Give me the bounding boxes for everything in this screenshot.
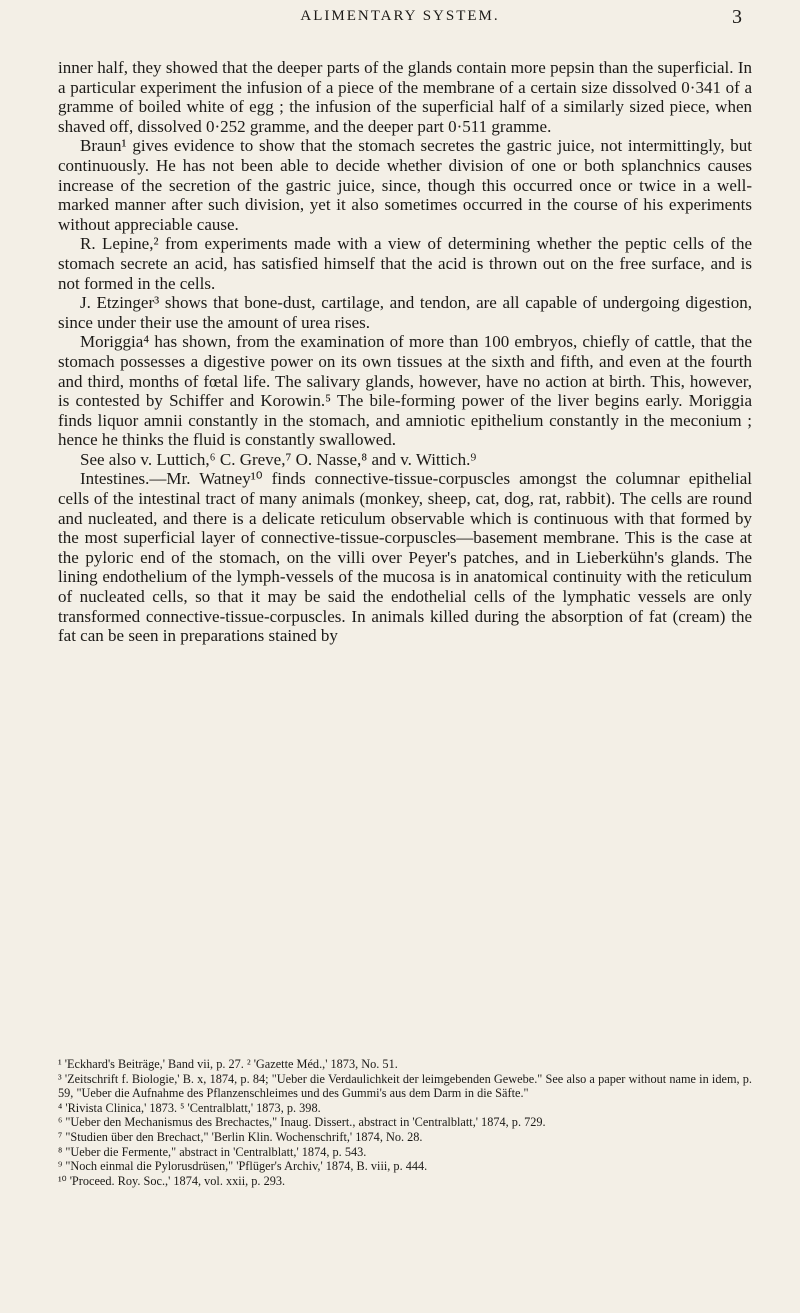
page-number: 3 <box>732 6 742 28</box>
running-head <box>58 6 742 36</box>
paragraph: Braun¹ gives evidence to show that the stomach secretes the gastric juice, not intermittingly, but continuously. He has not been able to decide whether division of one or both splanchnics causes increase of the secretion of the gastric juice, since, though this occurred once or twice in a well-marked manner after such division, yet it also sometimes occurred in the course of his experiments without appreciable cause. <box>58 136 752 234</box>
paragraph: inner half, they showed that the deeper parts of the glands contain more pepsin than the superficial. In a particular experiment the infusion of a piece of the membrane of a certain size dissolved 0·341 of a gramme of boiled white of egg ; the infusion of the superficial half of a similarly sized piece, when shaved off, dissolved 0·252 gramme, and the deeper part 0·511 gramme. <box>58 58 752 136</box>
footnote: ³ 'Zeitschrift f. Biologie,' B. x, 1874, p. 84; "Ueber die Verdaulichkeit der leimgebenden Gewebe." See also a paper without name in idem, p. 59, "Ueber die Aufnahme des Pflanzenschleimes und des Gummi's aus dem Darm in die Säfte." <box>58 1071 752 1101</box>
paragraph: Moriggia⁴ has shown, from the examination of more than 100 embryos, chiefly of cattle, that the stomach possesses a digestive power on its own tissues at the sixth and fifth, and even at the fourth and third, months of fœtal life. The salivary glands, however, have no action at birth. This, however, is contested by Schiffer and Korowin.⁵ The bile-forming power of the liver begins early. Moriggia finds liquor amnii constantly in the stomach, and amniotic epithelium constantly in the meconium ; hence he thinks the fluid is constantly swallowed. <box>58 332 752 450</box>
footnote: ⁶ "Ueber den Mechanismus des Brechactes," Inaug. Dissert., abstract in 'Centralblatt,' 1874, p. 729. <box>58 1115 546 1130</box>
main-text <box>58 58 752 646</box>
running-title: ALIMENTARY SYSTEM. <box>300 8 500 24</box>
footnote: ¹⁰ 'Proceed. Roy. Soc.,' 1874, vol. xxii, p. 293. <box>58 1173 286 1188</box>
footnote: ⁸ "Ueber die Fermente," abstract in 'Centralblatt,' 1874, p. 543. <box>58 1144 367 1159</box>
footnote: ⁹ "Noch einmal die Pylorusdrüsen," 'Pflüger's Archiv,' 1874, B. viii, p. 444. <box>58 1159 428 1174</box>
footnote: ¹ 'Eckhard's Beiträge,' Band vii, p. 27. ² 'Gazette Méd.,' 1873, No. 51. <box>58 1057 398 1071</box>
footnote: ⁷ "Studien über den Brechact," 'Berlin Klin. Wochenschrift,' 1874, No. 28. <box>58 1129 423 1144</box>
paragraph: Intestines.—Mr. Watney¹⁰ finds connective-tissue-corpuscles amongst the columnar epithelial cells of the intestinal tract of many animals (monkey, sheep, cat, dog, rat, rabbit). The cells are round and nucleated, and there is a delicate reticulum observable which is continuous with that formed by the most superficial layer of connective-tissue-corpuscles—basement membrane. This is the case at the pyloric end of the stomach, on the villi over Peyer's patches, and in Lieberkühn's glands. The lining endothelium of the lymph-vessels of the mucosa is in anatomical continuity with the reticulum of nucleated cells, so that it may be said the endothelial cells of the lymphatic vessels are only transformed connective-tissue-corpuscles. In animals killed during the absorption of fat (cream) the fat can be seen in preparations stained by <box>58 469 752 646</box>
paragraph: J. Etzinger³ shows that bone-dust, cartilage, and tendon, are all capable of undergoing digestion, since under their use the amount of urea rises. <box>58 293 752 332</box>
footnote: ⁴ 'Rivista Clinica,' 1873. ⁵ 'Centralblatt,' 1873, p. 398. <box>58 1100 321 1115</box>
paragraph: See also v. Luttich,⁶ C. Greve,⁷ O. Nasse,⁸ and v. Wittich.⁹ <box>80 449 477 469</box>
paragraph: R. Lepine,² from experiments made with a view of determining whether the peptic cells of the stomach secrete an acid, has satisfied himself that the acid is thrown out on the free surface, and is not formed in the cells. <box>58 234 752 293</box>
footnotes <box>58 1057 752 1188</box>
